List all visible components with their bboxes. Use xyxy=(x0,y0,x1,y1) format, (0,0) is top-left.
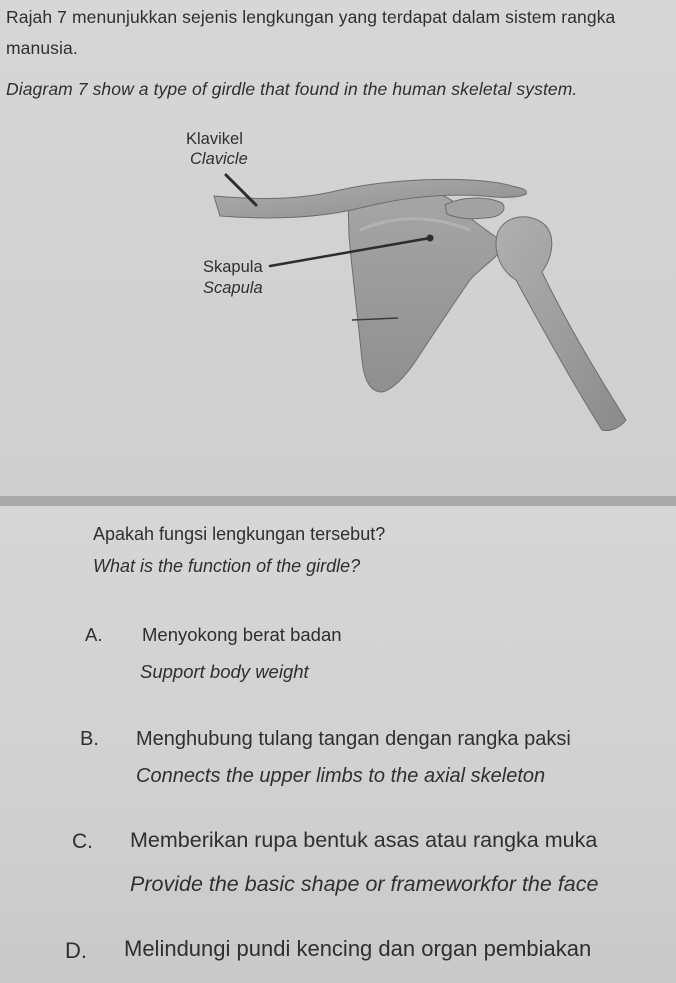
label-scapula-english: Scapula xyxy=(203,279,263,297)
option-b-letter: B. xyxy=(80,728,99,750)
option-d-malay: Melindungi pundi kencing dan organ pembiakan xyxy=(124,936,592,961)
option-c-malay: Memberikan rupa bentuk asas atau rangka muka xyxy=(130,828,598,852)
option-a-malay: Menyokong berat badan xyxy=(142,624,342,645)
question-malay: Apakah fungsi lengkungan tersebut? xyxy=(93,524,386,544)
question-stem-malay-line2: manusia. xyxy=(6,38,78,58)
option-d-letter: D. xyxy=(65,938,87,963)
photo-separator xyxy=(0,496,676,506)
label-clavicle-english: Clavicle xyxy=(190,150,248,168)
option-c-english: Provide the basic shape or frameworkfor the face xyxy=(130,872,599,896)
question-english: What is the function of the girdle? xyxy=(93,556,361,576)
acromion-process xyxy=(445,198,504,219)
humerus-bone xyxy=(496,217,626,431)
option-a-english: Support body weight xyxy=(140,661,309,682)
option-c-letter: C. xyxy=(72,830,93,853)
option-b-malay: Menghubung tulang tangan dengan rangka paksi xyxy=(136,728,571,750)
option-a-letter: A. xyxy=(85,624,103,645)
question-stem-english: Diagram 7 show a type of girdle that found in the human skeletal system. xyxy=(6,79,578,99)
label-clavicle-malay: Klavikel xyxy=(186,130,243,148)
question-photo xyxy=(0,506,676,983)
label-scapula-malay: Skapula xyxy=(203,258,263,276)
question-stem-malay-line1: Rajah 7 menunjukkan sejenis lengkungan yang terdapat dalam sistem rangka xyxy=(6,7,616,27)
option-b-english: Connects the upper limbs to the axial skeleton xyxy=(136,765,546,787)
